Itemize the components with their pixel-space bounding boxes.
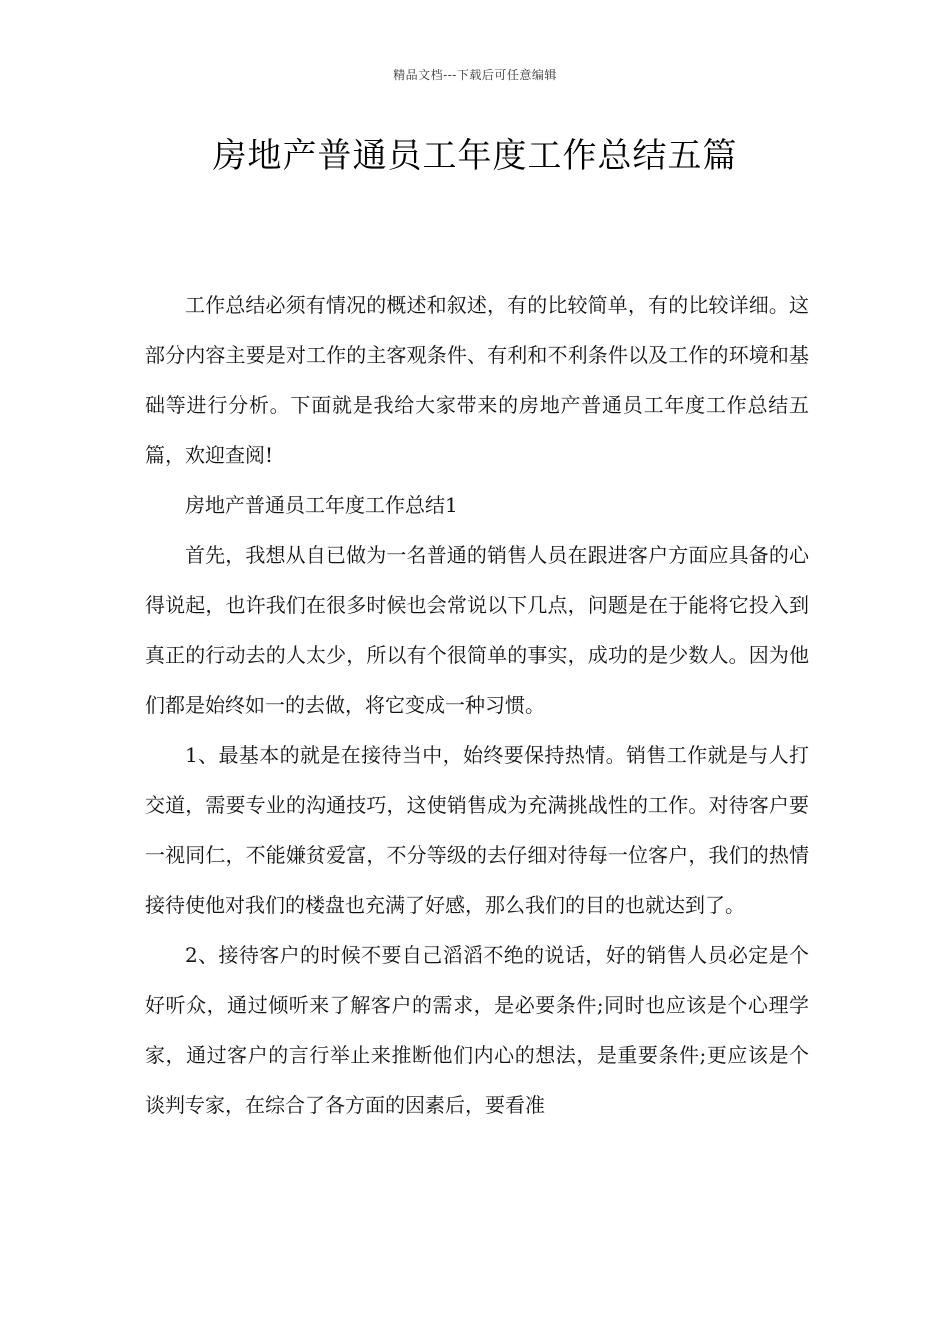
paragraph: 首先，我想从自已做为一名普通的销售人员在跟进客户方面应具备的心得说起，也许我们在很多时候也会常说以下几点，问题是在于能将它投入到真正的行动去的人太少，所以有个很简单的事实，成功的是少数人。因为他们都是始终如一的去做，将它变成一种习惯。 — [145, 543, 809, 717]
paragraph: 1、最基本的就是在接待当中，始终要保持热情。销售工作就是与人打交道，需要专业的沟通技巧，这使销售成为充满挑战性的工作。对待客户要一视同仁，不能嫌贫爱富，不分等级的去仔细对待每一位客户，我们的热情接待使他对我们的楼盘也充满了好感，那么我们的目的也就达到了。 — [145, 743, 809, 917]
document-title: 房地产普通员工年度工作总结五篇 — [212, 136, 738, 176]
paragraph: 2、接待客户的时候不要自己滔滔不绝的说话，好的销售人员必定是个好听众，通过倾听来了解客户的需求，是必要条件;同时也应该是个心理学家，通过客户的言行举止来推断他们内心的想法，是重要条件;更应该是个谈判专家，在综合了各方面的因素后，要看准 — [145, 943, 809, 1117]
paragraph-intro: 工作总结必须有情况的概述和叙述，有的比较简单，有的比较详细。这部分内容主要是对工作的主客观条件、有利和不利条件以及工作的环境和基础等进行分析。下面就是我给大家带来的房地产普通员工年度工作总结五篇，欢迎查阅! — [145, 293, 809, 467]
section-heading: 房地产普通员工年度工作总结1 — [185, 493, 458, 517]
document-body — [145, 280, 809, 1130]
header-note: 精品文档---下载后可任意编辑 — [393, 68, 557, 82]
